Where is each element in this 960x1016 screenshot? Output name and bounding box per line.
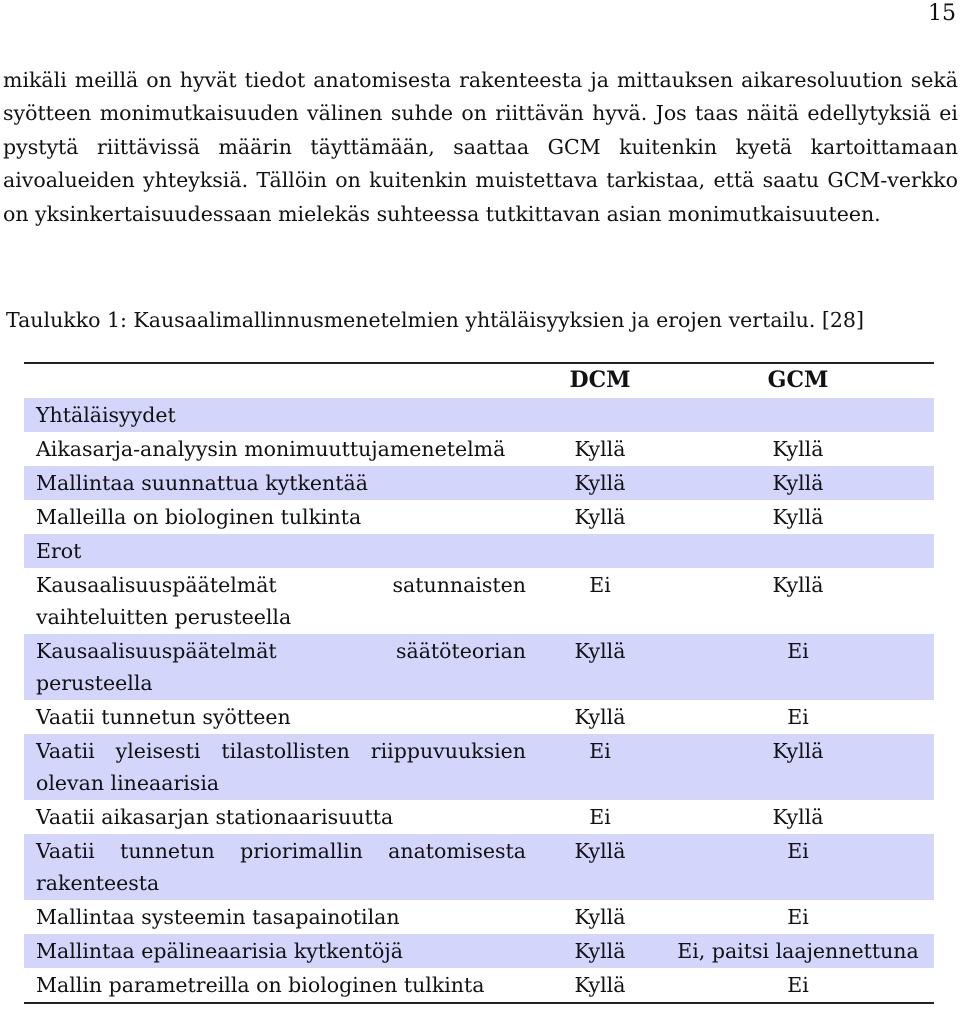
cell-dcm: Kyllä bbox=[538, 934, 662, 968]
cell-gcm: Ei bbox=[662, 634, 934, 700]
body-paragraph: mikäli meillä on hyvät tiedot anatomisesta rakenteesta ja mittauksen aikaresoluution sekä syötteen monimutkaisuuden välinen suhde on riittävän hyvä. Jos taas näitä edellytyksiä ei pystytä riittävissä määrin täyttämään, saattaa GCM kuitenkin kyetä kartoittamaan aivoalueiden yhteyksiä. Tällöin on kuitenkin muistettava tarkistaa, että saatu GCM-verkko on yksinkertaisuudessaan mielekäs suhteessa tutkittavan asian monimutkaisuuteen. bbox=[3, 68, 958, 226]
cell-dcm: Ei bbox=[538, 734, 662, 800]
cell-gcm: Kyllä bbox=[662, 466, 934, 500]
cell-gcm: Kyllä bbox=[772, 805, 824, 829]
cell-feature: Kausaalisuuspäätelmät satunnaisten vaihteluitten perusteella bbox=[36, 573, 526, 629]
cell-feature: Mallin parametreilla on biologinen tulkinta bbox=[36, 973, 485, 997]
cell-gcm: Kyllä bbox=[772, 505, 824, 529]
cell-gcm: Kyllä bbox=[662, 734, 934, 800]
header-feature bbox=[24, 363, 538, 398]
cell-gcm: Ei bbox=[787, 973, 809, 997]
table-section-row bbox=[24, 398, 934, 432]
cell-feature: Vaatii yleisesti tilastollisten riippuvuuksien olevan lineaarisia bbox=[24, 734, 538, 800]
header-gcm: GCM bbox=[767, 367, 829, 393]
cell-feature: Yhtäläisyydet bbox=[24, 398, 538, 432]
cell-gcm bbox=[662, 534, 934, 568]
cell-gcm: Kyllä bbox=[772, 437, 824, 461]
cell-dcm: Ei bbox=[589, 805, 611, 829]
table-row bbox=[24, 900, 934, 934]
table-row bbox=[24, 934, 934, 968]
cell-feature: Vaatii tunnetun syötteen bbox=[36, 705, 291, 729]
page-number: 15 bbox=[928, 1, 956, 26]
cell-dcm: Kyllä bbox=[538, 634, 662, 700]
cell-dcm: Kyllä bbox=[574, 705, 626, 729]
cell-gcm: Ei bbox=[787, 705, 809, 729]
cell-feature: Mallintaa suunnattua kytkentää bbox=[24, 466, 538, 500]
cell-feature: Vaatii tunnetun priorimallin anatomisesta rakenteesta bbox=[24, 834, 538, 900]
table-section-row bbox=[24, 534, 934, 568]
cell-gcm: Ei bbox=[662, 834, 934, 900]
table-row bbox=[24, 432, 934, 466]
table-caption: Taulukko 1: Kausaalimallinnusmenetelmien yhtäläisyyksien ja erojen vertailu. [28] bbox=[6, 308, 864, 332]
table-header-row bbox=[24, 363, 934, 398]
comparison-table bbox=[24, 362, 934, 1004]
cell-dcm bbox=[538, 398, 662, 432]
cell-feature: Vaatii aikasarjan stationaarisuutta bbox=[36, 805, 394, 829]
cell-feature: Kausaalisuuspäätelmät säätöteorian perusteella bbox=[24, 634, 538, 700]
cell-dcm: Kyllä bbox=[574, 505, 626, 529]
table-row bbox=[24, 800, 934, 834]
cell-dcm: Kyllä bbox=[538, 466, 662, 500]
table-body bbox=[24, 398, 934, 1003]
table-row bbox=[24, 700, 934, 734]
cell-dcm: Ei bbox=[589, 573, 611, 597]
cell-gcm: Kyllä bbox=[772, 573, 824, 597]
table-row bbox=[24, 734, 934, 800]
cell-dcm: Kyllä bbox=[574, 973, 626, 997]
cell-feature: Mallintaa epälineaarisia kytkentöjä bbox=[24, 934, 538, 968]
cell-dcm: Kyllä bbox=[574, 437, 626, 461]
cell-feature: Erot bbox=[24, 534, 538, 568]
table-row bbox=[24, 968, 934, 1003]
table-row bbox=[24, 466, 934, 500]
table-row bbox=[24, 634, 934, 700]
cell-dcm: Kyllä bbox=[538, 834, 662, 900]
cell-feature: Malleilla on biologinen tulkinta bbox=[36, 505, 362, 529]
table-row bbox=[24, 500, 934, 534]
cell-gcm bbox=[662, 398, 934, 432]
cell-gcm: Ei bbox=[787, 905, 809, 929]
cell-feature: Mallintaa systeemin tasapainotilan bbox=[36, 905, 400, 929]
cell-feature: Aikasarja-analyysin monimuuttujamenetelmä bbox=[36, 437, 506, 461]
cell-dcm: Kyllä bbox=[574, 905, 626, 929]
table-row bbox=[24, 834, 934, 900]
cell-gcm: Ei, paitsi laajennettuna bbox=[662, 934, 934, 968]
header-dcm: DCM bbox=[569, 367, 631, 393]
table-row bbox=[24, 568, 934, 634]
cell-dcm bbox=[538, 534, 662, 568]
